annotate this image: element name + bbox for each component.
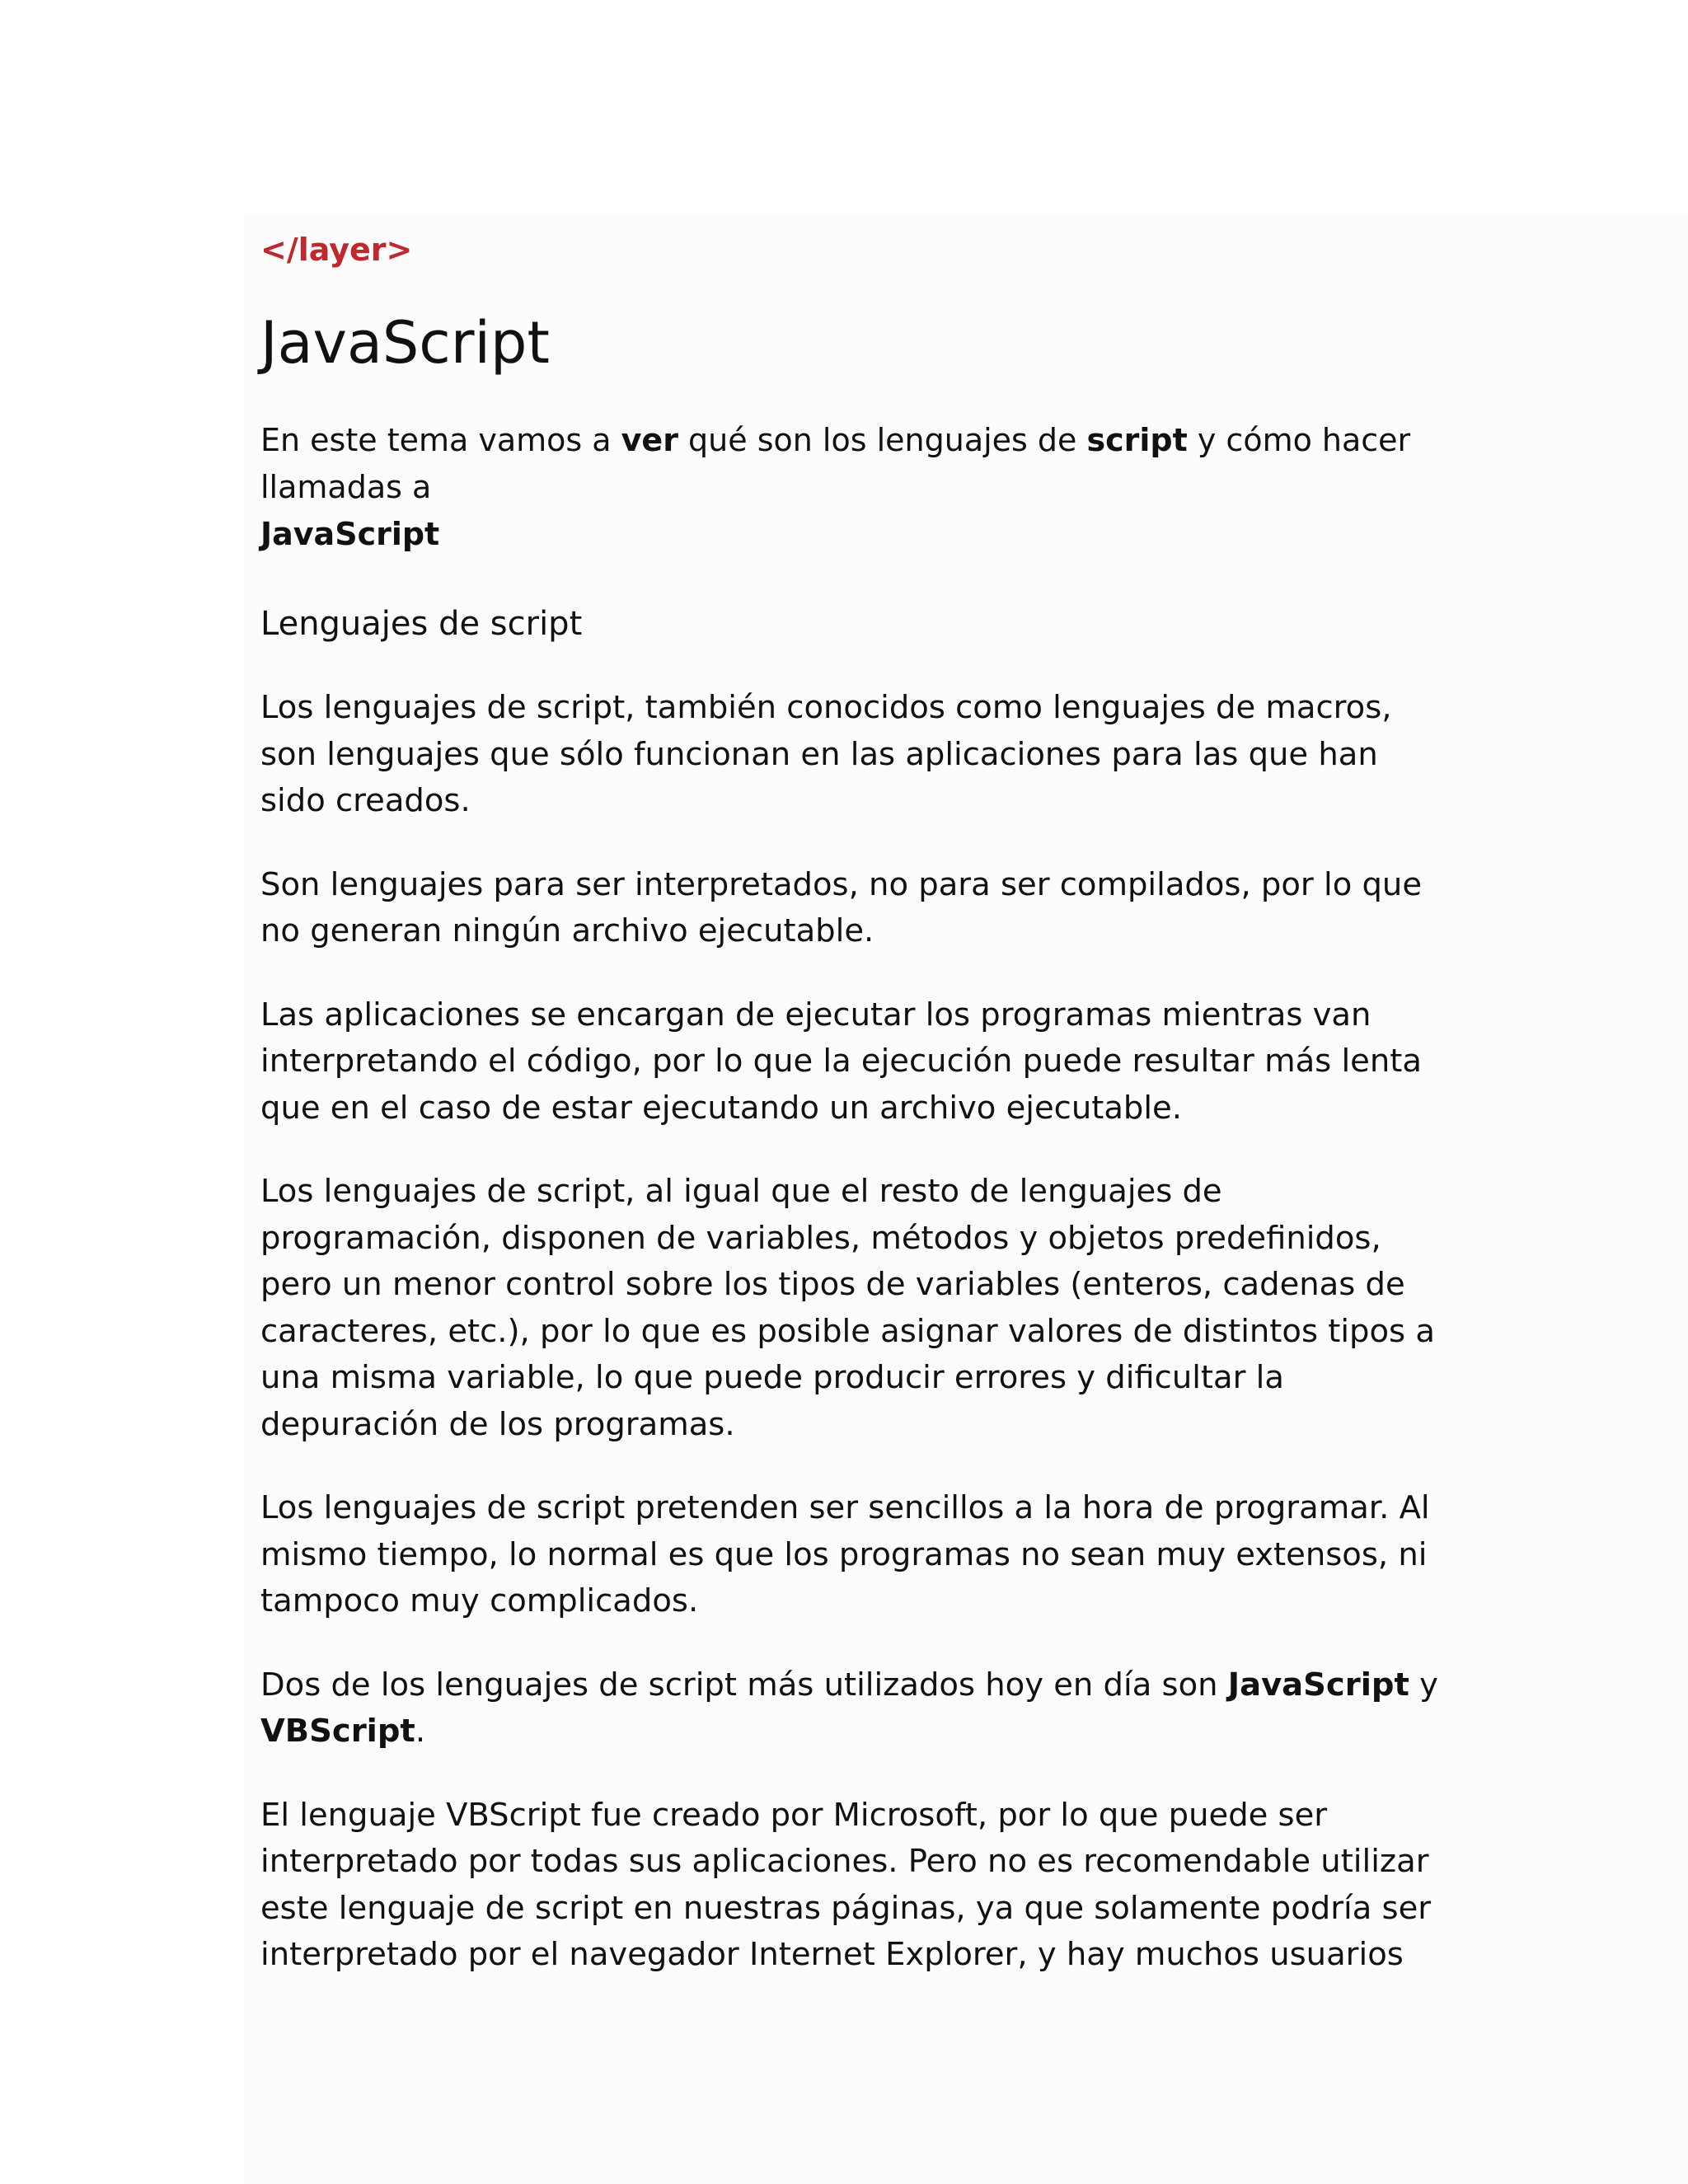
intro-text-1: En este tema vamos a (260, 422, 621, 458)
intro-bold-ver: ver (621, 422, 678, 458)
intro-text-2: qué son los lenguajes de (678, 422, 1087, 458)
popular-bold-vbscript: VBScript (260, 1713, 415, 1750)
popular-text-1: Dos de los lenguajes de script más utilizados hoy en día son (260, 1666, 1228, 1704)
paragraph-simplicity: Los lenguajes de script pretenden ser sencillos a la hora de programar. Al mismo tiempo, lo normal es que los programas no sean muy extensos, ni tampoco muy complicados. (260, 1489, 1430, 1619)
intro-paragraph (260, 376, 1447, 558)
paragraph-interpreted: Son lenguajes para ser interpretados, no para ser compilados, por lo que no generan ningún archivo ejecutable. (260, 865, 1423, 949)
popular-text-2: y (1409, 1666, 1438, 1704)
paragraph-definition: Los lenguajes de script, también conocidos como lenguajes de macros, son lenguajes que sólo funcionan en las aplicaciones para las que han sido creados. (260, 689, 1392, 819)
page-title: JavaScript (260, 309, 550, 377)
intro-bold-script: script (1086, 422, 1188, 458)
popular-text-3: . (415, 1713, 426, 1750)
paragraph-variables: Los lenguajes de script, al igual que el resto de lenguajes de programación, disponen de variables, métodos y objetos predefinidos, pero un menor control sobre los tipos de variables (enteros, cadenas de caracteres, etc.), por lo que es posible asignar valores de distintos tipos a una misma variable, lo que puede producir errores y dificultar la depuración de los programas. (260, 1173, 1435, 1443)
document-body (260, 229, 1447, 1979)
intro-text-3: y cómo hacer llamadas a (260, 422, 1411, 505)
popular-bold-javascript: JavaScript (1227, 1666, 1409, 1704)
closing-layer-tag: </layer> (260, 232, 413, 268)
paragraph-execution: Las aplicaciones se encargan de ejecutar los programas mientras van interpretando el código, por lo que la ejecución puede resultar más lenta que en el caso de estar ejecutando un archivo ejecutable. (260, 996, 1422, 1127)
paragraph-vbscript: El lenguaje VBScript fue creado por Microsoft, por lo que puede ser interpretado por todas sus aplicaciones. Pero no es recomendable utilizar este lenguaje de script en nuestras páginas, ya que solamente podría ser interpretado por el navegador Internet Explorer, y hay muchos usuarios (260, 1796, 1432, 1973)
paragraph-popular-languages (260, 1625, 1447, 1755)
section-heading: Lenguajes de script (260, 605, 583, 643)
intro-bold-javascript: JavaScript (260, 516, 440, 552)
